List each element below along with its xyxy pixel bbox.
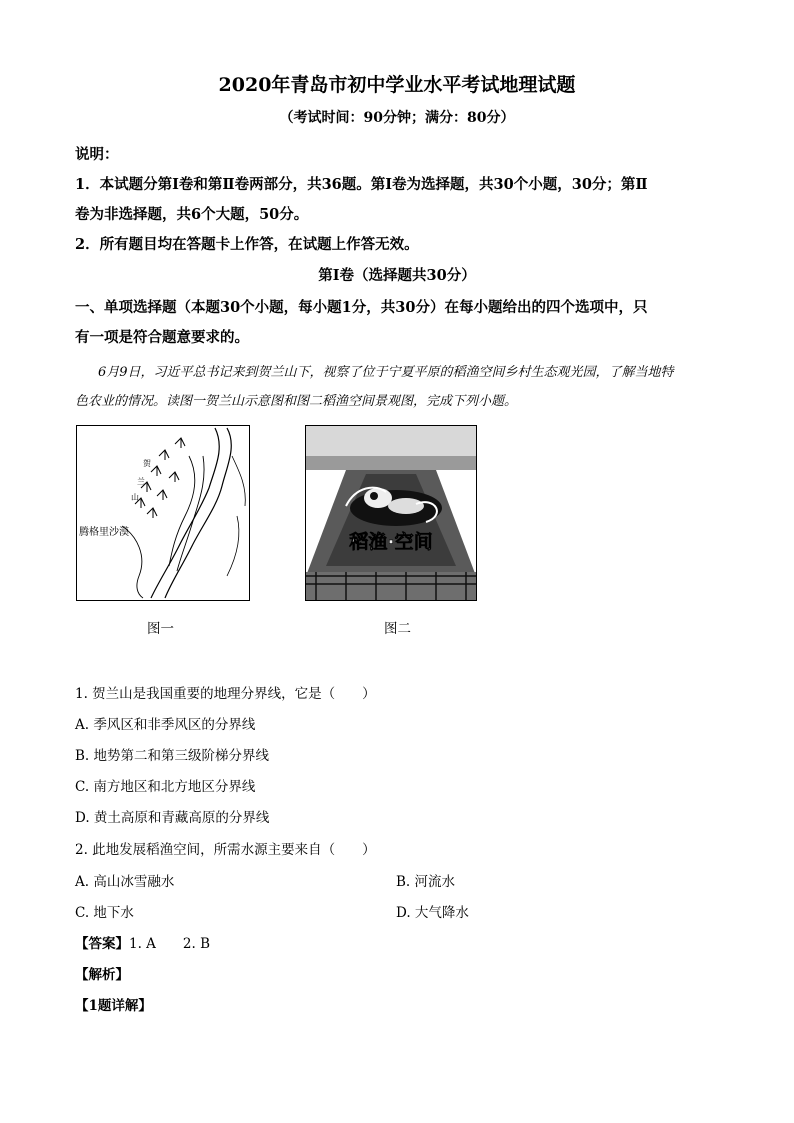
passage-line-1: 6月9日，习近平总书记来到贺兰山下，视察了位于宁夏平原的稻渔空间乡村生态观光园，了解当地特 — [98, 365, 674, 380]
question-2-option-b: B. 河流水 — [396, 874, 456, 890]
figure-1-caption: 图一 — [147, 621, 174, 637]
question-1-option-d: D. 黄土高原和青藏高原的分界线 — [75, 810, 270, 826]
figure-2-photo — [305, 425, 477, 601]
question-1-option-c: C. 南方地区和北方地区分界线 — [75, 779, 256, 795]
instruction-1b: 卷为非选择题，共6个大题，50分。 — [75, 206, 309, 223]
passage-line-2: 色农业的情况。读图一贺兰山示意图和图二稻渔空间景观图，完成下列小题。 — [75, 394, 518, 409]
svg-text:贺: 贺 — [143, 459, 151, 468]
section-heading-a: 一、单项选择题（本题30个小题，每小题1分，共30分）在每小题给出的四个选项中，只 — [75, 299, 648, 316]
answer-line — [75, 932, 210, 952]
question-1-stem: 1. 贺兰山是我国重要的地理分界线，它是（ ） — [75, 686, 376, 702]
field-art-text: 稻渔·空间 — [349, 531, 433, 553]
instructions-label: 说明： — [75, 146, 119, 163]
svg-text:兰: 兰 — [137, 477, 145, 486]
instruction-1a: 1．本试题分第Ⅰ卷和第Ⅱ卷两部分，共36题。第Ⅰ卷为选择题，共30个小题，30分；第Ⅱ — [75, 176, 648, 193]
answer-text: 1. A 2. B — [129, 936, 211, 952]
question-2-stem: 2. 此地发展稻渔空间，所需水源主要来自（ ） — [75, 842, 376, 858]
rice-fish-field-photo — [306, 426, 476, 600]
page-title: 2020年青岛市初中学业水平考试地理试题 — [218, 74, 576, 96]
figure-1-map — [76, 425, 250, 601]
question-2-option-d: D. 大气降水 — [396, 905, 469, 921]
helan-mountain-map — [77, 426, 249, 600]
svg-text:山: 山 — [131, 493, 139, 502]
answer-label: 【答案】 — [75, 936, 129, 952]
figure-2-caption: 图二 — [384, 621, 411, 637]
instruction-2: 2．所有题目均在答题卡上作答，在试题上作答无效。 — [75, 236, 419, 253]
question-1-option-b: B. 地势第二和第三级阶梯分界线 — [75, 748, 270, 764]
analysis-label: 【解析】 — [75, 967, 129, 983]
desert-label: 腾格里沙漠 — [79, 527, 129, 538]
question-2-option-c: C. 地下水 — [75, 905, 134, 921]
yellow-river-east-bank — [165, 428, 231, 598]
section-heading-b: 有一项是符合题意要求的。 — [75, 329, 249, 346]
question-2-option-a: A. 高山冰雪融水 — [75, 874, 175, 890]
section-title: 第Ⅰ卷（选择题共30分） — [318, 267, 476, 284]
exam-info: （考试时间：90分钟；满分：80分） — [279, 110, 515, 126]
question-1-option-a: A. 季风区和非季风区的分界线 — [75, 717, 256, 733]
detail-label: 【1题详解】 — [75, 998, 152, 1014]
